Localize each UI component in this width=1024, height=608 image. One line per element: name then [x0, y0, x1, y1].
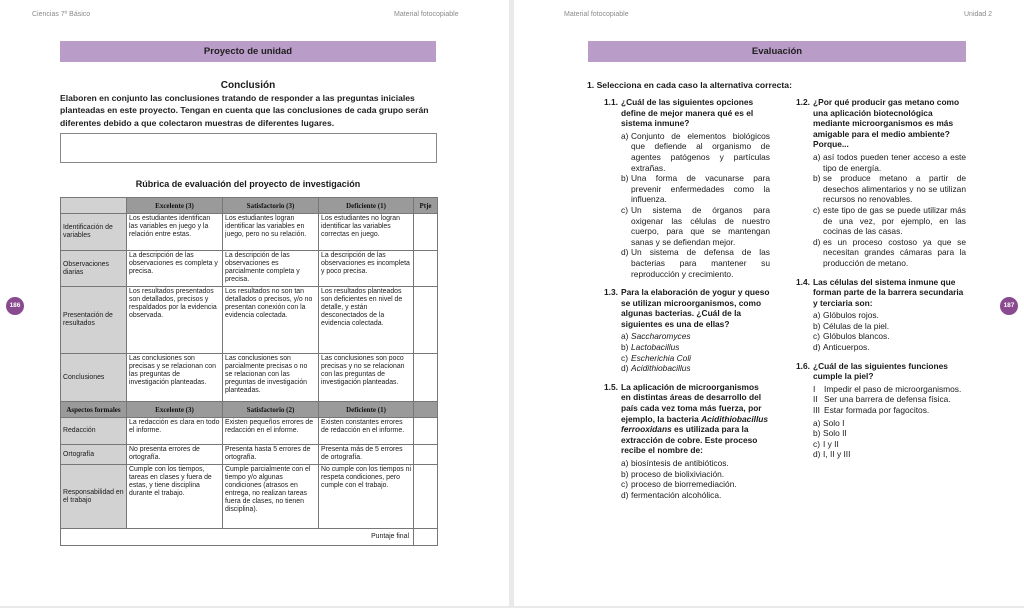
option-b[interactable]: b) Una forma de vacunarse para prevenir enfermedades como la influenza. — [621, 173, 770, 205]
question-number: 1.4. — [796, 276, 810, 287]
running-header-right: Material fotocopiable — [394, 11, 459, 18]
score-cell[interactable] — [414, 287, 438, 354]
rubric-heading: Rúbrica de evaluación del proyecto de investigación — [135, 179, 361, 189]
section-band-title: Proyecto de unidad — [60, 41, 436, 62]
options-1-1 — [621, 131, 770, 279]
satisfactory-cell: Presenta hasta 5 errores de ortografía. — [223, 445, 319, 465]
question-1-6 — [796, 361, 966, 382]
option-c[interactable]: c) proceso de biorremediación. — [621, 479, 737, 490]
option-a[interactable]: a) así todos pueden tener acceso a este tipo de energía. — [813, 151, 966, 173]
question-number: 1.6. — [796, 360, 810, 371]
rubric-header-empty — [61, 198, 127, 214]
question-1-1 — [604, 97, 770, 129]
statements-1-6 — [813, 384, 966, 416]
formal-header-score — [414, 402, 438, 418]
rubric-header-score: Ptje — [414, 198, 438, 214]
statement-i: I Impedir el paso de microorganismos. — [813, 383, 962, 394]
option-a[interactable]: a) Glóbulos rojos. — [813, 310, 879, 321]
option-a[interactable]: a) biosíntesis de antibióticos. — [621, 458, 729, 468]
table-row — [61, 465, 438, 529]
question-number: 1.5. — [604, 381, 618, 392]
question-number: 1.1. — [604, 97, 618, 107]
page-number-badge: 186 — [6, 297, 24, 315]
options-1-3 — [621, 331, 770, 373]
question-text: ¿Por qué producir gas metano como una aplicación biotecnológica mediante microorganismos es más amigable para el medio ambiente? Porque... — [813, 97, 960, 150]
criterion-cell: Conclusiones — [61, 354, 127, 402]
criterion-cell: Observaciones diarias — [61, 251, 127, 287]
questions-column-left — [604, 97, 770, 508]
statement-iii: III Estar formada por fagocitos. — [813, 405, 930, 416]
score-cell[interactable] — [414, 465, 438, 529]
score-cell[interactable] — [414, 214, 438, 251]
option-c[interactable]: c) I y II — [813, 438, 839, 449]
deficient-cell: Las conclusiones son poco precisas y no se relacionan con las preguntas de investigación planteadas. — [319, 354, 414, 402]
option-d[interactable]: d) es un proceso costoso ya que se necesitan grandes cámaras para la producción de metano. — [813, 236, 966, 268]
question-text: ¿Cuál de las siguientes funciones cumple la piel? — [813, 360, 948, 382]
page-number-badge: 187 — [1000, 297, 1018, 315]
rubric-header-satisfactory: Satisfactorio (3) — [223, 198, 319, 214]
table-row — [61, 354, 438, 402]
table-row — [61, 418, 438, 445]
question-number: 1.2. — [796, 97, 810, 107]
score-cell[interactable] — [414, 445, 438, 465]
deficient-cell: La descripción de las observaciones es incompleta y poco precisa. — [319, 251, 414, 287]
option-c[interactable]: c) Escherichia Coli — [621, 352, 692, 363]
question-number: 1.3. — [604, 287, 618, 298]
options-1-6 — [813, 418, 966, 460]
deficient-cell: Los estudiantes no logran identificar las variables correctas en juego. — [319, 214, 414, 251]
running-header-right: Unidad 2 — [964, 11, 993, 18]
excellent-cell: Cumple con los tiempos, tareas en clases y fuera de estas, y tiene disciplina durante el trabajo. — [127, 465, 223, 529]
excellent-cell: La descripción de las observaciones es completa y precisa. — [127, 251, 223, 287]
final-score-cell[interactable] — [414, 529, 438, 546]
criterion-cell: Redacción — [61, 418, 127, 445]
question-text: Las células del sistema inmune que forman parte de la barrera secundaria y terciaria son: — [813, 276, 964, 308]
question-1-2 — [796, 97, 966, 150]
option-d[interactable]: d) I, II y III — [813, 449, 851, 460]
table-row — [61, 287, 438, 354]
final-score-row — [61, 529, 438, 546]
satisfactory-cell: Existen pequeños errores de redacción en el informe. — [223, 418, 319, 445]
option-c[interactable]: c) Un sistema de órganos para oxigenar las células de nuestro cuerpo, para que se mantengan sanas y se defiendan mejor. — [621, 204, 770, 247]
score-cell[interactable] — [414, 354, 438, 402]
satisfactory-cell: La descripción de las observaciones es parcialmente completa y precisa. — [223, 251, 319, 287]
rubric-table — [60, 197, 438, 546]
option-d[interactable]: d) fermentación alcohólica. — [621, 489, 722, 500]
excellent-cell: No presenta errores de ortografía. — [127, 445, 223, 465]
option-d[interactable]: d) Anticuerpos. — [813, 342, 870, 353]
option-c[interactable]: c) Glóbulos blancos. — [813, 331, 890, 342]
option-a[interactable]: a) Conjunto de elementos biológicos que defiende al organismo de agentes patógenos y partículas extrañas. — [621, 130, 770, 173]
conclusion-text: Elaboren en conjunto las conclusiones tratando de responder a las preguntas iniciales planteadas en este proyecto. Tengan en cuenta que las conclusiones de cada grupo serán diferentes debido a que colectaron muestras de diferentes lugares. — [60, 93, 429, 128]
options-1-2 — [813, 152, 966, 269]
rubric-header-deficient: Deficiente (1) — [319, 198, 414, 214]
option-b[interactable]: b) Células de la piel. — [813, 320, 890, 331]
conclusion-answer-box[interactable] — [60, 133, 437, 163]
formal-header-excellent: Excelente (3) — [127, 402, 223, 418]
formal-header-label: Aspectos formales — [61, 402, 127, 418]
deficient-cell: Existen constantes errores de redacción en el informe. — [319, 418, 414, 445]
option-b[interactable]: b) proceso de biolixiviación. — [621, 468, 725, 479]
questions-column-right — [796, 97, 966, 468]
rubric-header-excellent: Excelente (3) — [127, 198, 223, 214]
option-b[interactable]: b) Lactobacillus — [621, 342, 680, 353]
rubric-header-row — [61, 198, 438, 214]
score-cell[interactable] — [414, 418, 438, 445]
formal-header-satisfactory: Satisfactorio (2) — [223, 402, 319, 418]
option-b[interactable]: b) se produce metano a partir de desechos alimentarios y no se utilizan recursos no renovables. — [813, 173, 966, 205]
question-1-4 — [796, 277, 966, 309]
formal-header-deficient: Deficiente (1) — [319, 402, 414, 418]
satisfactory-cell: Cumple parcialmente con el tiempo y/o algunas condiciones (atrasos en entrega, no realizan tareas fuera de clases, no tienen disciplina). — [223, 465, 319, 529]
formal-header-row — [61, 402, 438, 418]
option-b[interactable]: b) Solo II — [813, 428, 847, 439]
satisfactory-cell: Las conclusiones son parcialmente precisas o no se relacionan con las preguntas de investigación planteadas. — [223, 354, 319, 402]
criterion-cell: Responsabilidad en el trabajo — [61, 465, 127, 529]
question-text: ¿Cuál de las siguientes opciones define de mejor manera qué es el sistema inmune? — [621, 97, 754, 129]
table-row — [61, 251, 438, 287]
satisfactory-cell: Los resultados no son tan detallados o precisos, y/o no presentan conexión con la evidencia colectada. — [223, 287, 319, 354]
option-d[interactable]: d) Un sistema de defensa de las bacterias para mantener su reproducción y crecimiento. — [621, 247, 770, 279]
excellent-cell: Los resultados presentados son detallados, precisos y respaldados por la evidencia observada. — [127, 287, 223, 354]
criterion-cell: Ortografía — [61, 445, 127, 465]
option-d[interactable]: d) Acidithiobacillus — [621, 363, 691, 374]
statement-ii: II Ser una barrera de defensa física. — [813, 394, 951, 405]
section-band-title: Evaluación — [588, 41, 966, 62]
score-cell[interactable] — [414, 251, 438, 287]
final-score-label: Puntaje final — [61, 529, 414, 546]
deficient-cell: No cumple con los tiempos ni respeta condiciones, pero cumple con el trabajo. — [319, 465, 414, 529]
excellent-cell: Las conclusiones son precisas y se relacionan con las preguntas de investigación planteadas. — [127, 354, 223, 402]
option-c[interactable]: c) este tipo de gas se puede utilizar más de una vez, por ejemplo, en las cocinas de las casas. — [813, 204, 966, 237]
criterion-cell: Presentación de resultados — [61, 287, 127, 354]
excellent-cell: Los estudiantes identifican las variables en juego y la relación entre estas. — [127, 214, 223, 251]
deficient-cell: Presenta más de 5 errores de ortografía. — [319, 445, 414, 465]
table-row — [61, 214, 438, 251]
option-a[interactable]: a) Solo I — [813, 417, 845, 428]
running-header-left: Material fotocopiable — [564, 11, 629, 18]
table-row — [61, 445, 438, 465]
question-text: La aplicación de microorganismos en distintas áreas de desarrollo del país cada vez toma más fuerza, por ejemplo, la bacteria Acidithiobacillus ferrooxidans es utilizada para la extracción de cobre. Este proceso recibe el nombre de: — [621, 381, 769, 456]
question-text: Para la elaboración de yogur y queso se utilizan microorganismos, como algunas bacterias. ¿Cuál de la siguientes es una de ellas? — [621, 287, 770, 329]
left-page — [0, 0, 509, 606]
excellent-cell: La redacción es clara en todo el informe. — [127, 418, 223, 445]
instruction-text: Selecciona en cada caso la alternativa correcta: — [596, 80, 792, 90]
deficient-cell: Los resultados planteados son deficientes en nivel de detalle, y están desconectados de la evidencia colectada. — [319, 287, 414, 354]
options-1-5 — [621, 458, 770, 500]
conclusion-heading: Conclusión — [220, 80, 276, 91]
instruction-number: 1. — [587, 80, 595, 90]
instruction — [587, 80, 792, 90]
question-1-5 — [604, 382, 770, 456]
criterion-cell: Identificación de variables — [61, 214, 127, 251]
satisfactory-cell: Los estudiantes logran identificar las variables en juego, pero no su relación. — [223, 214, 319, 251]
question-1-3 — [604, 287, 770, 329]
running-header-left: Ciencias 7º Básico — [32, 11, 91, 18]
options-1-4 — [813, 310, 966, 352]
option-a[interactable]: a) Saccharomyces — [621, 331, 691, 342]
